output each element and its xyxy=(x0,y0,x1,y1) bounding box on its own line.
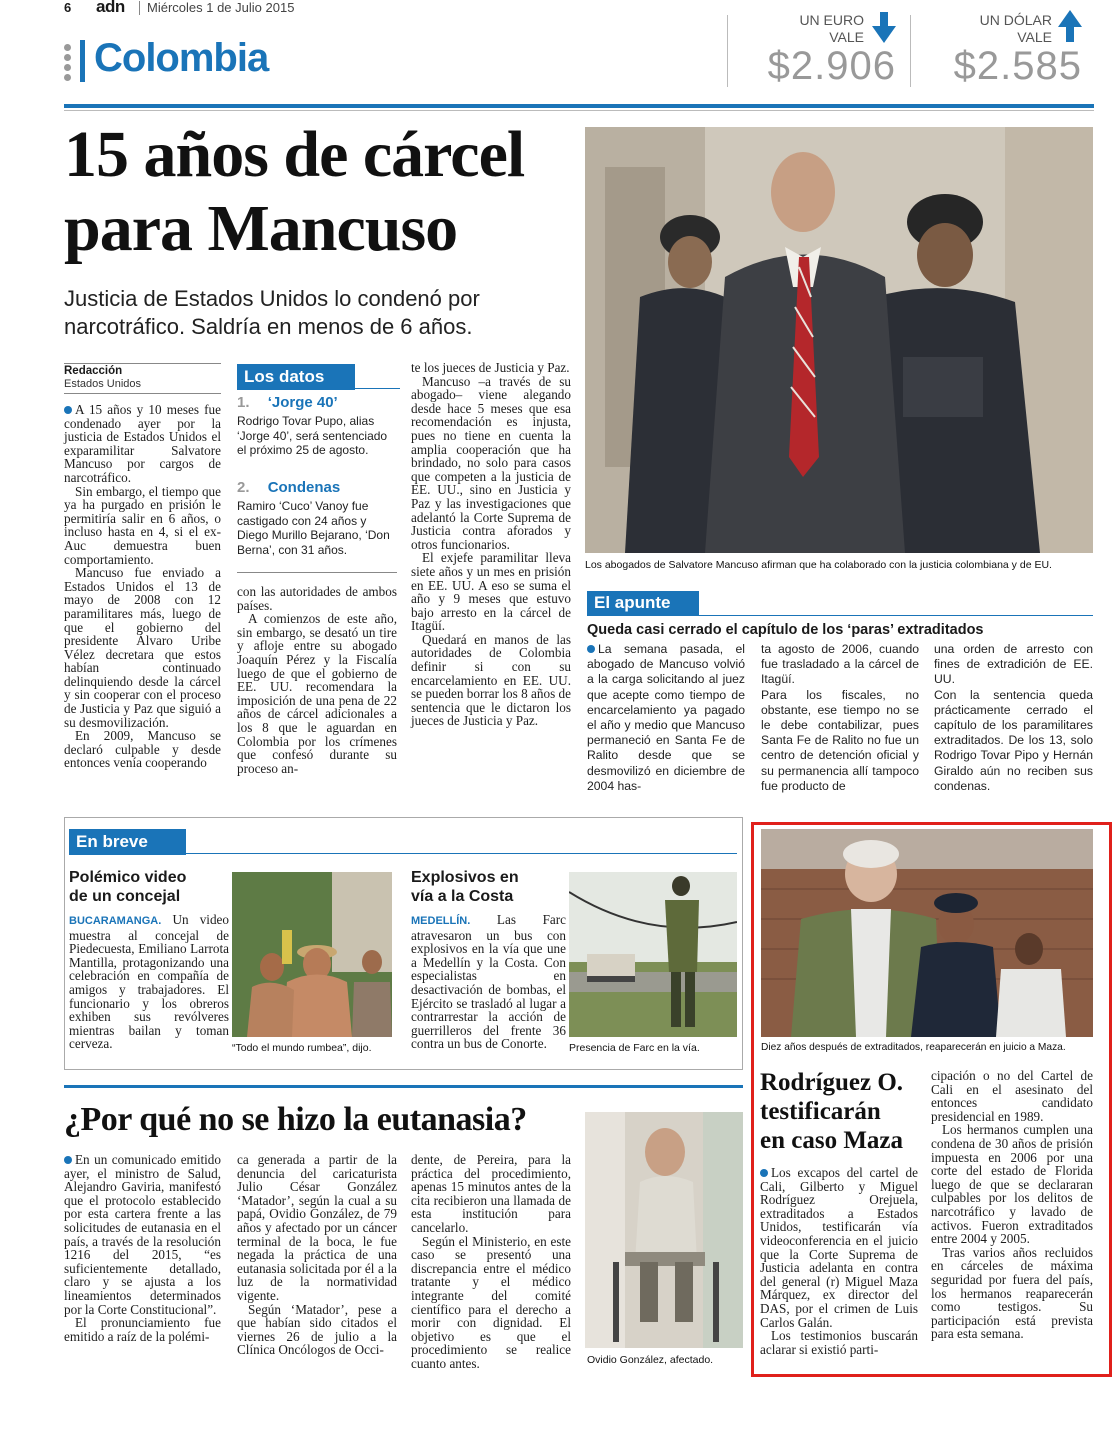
adn-logo: adn xyxy=(96,0,125,16)
los-datos-bottom-rule xyxy=(237,572,397,573)
farc-photo-caption: Presencia de Farc en la vía. xyxy=(569,1042,700,1054)
los-datos-item-1 xyxy=(237,394,397,458)
dollar-label: UN DÓLAR xyxy=(979,12,1052,28)
up-arrow-icon xyxy=(1058,10,1082,42)
main-story-col1 xyxy=(64,403,221,770)
los-datos-num: 1. xyxy=(237,394,250,411)
main-subhead-line2: narcotráfico. Saldría en menos de 6 años. xyxy=(64,314,473,339)
main-headline xyxy=(64,118,584,266)
bullet-icon xyxy=(760,1169,768,1177)
main-subhead xyxy=(64,285,584,341)
el-apunte-col3: una orden de arresto con fines de extradición de EE. UU. Con la sentencia queda prácticamente cerrado el capítulo de los paramilitares extraditados. De los 13, solo Rodrigo Tovar Pipo y Hernán Giraldo aún no reciben sus condenas. xyxy=(934,642,1093,793)
breve1-dateline: BUCARAMANGA. xyxy=(69,915,162,927)
paragraph: con las autoridades de ambos países. xyxy=(237,584,397,613)
main-headline-line2: para Mancuso xyxy=(64,192,458,265)
los-datos-item-2 xyxy=(237,479,397,557)
los-datos-title: ‘Jorge 40’ xyxy=(267,394,338,411)
farc-photo xyxy=(569,872,737,1037)
euro-box xyxy=(740,10,900,90)
section-title: Colombia xyxy=(94,36,269,80)
main-headline-line1: 15 años de cárcel xyxy=(64,118,525,191)
paragraph: Quedará en manos de las autoridades de Colombia definir si con su encarcelamiento en EE. UU. se pueden borrar los 8 años de sentencia que le dictaron los jueces de Justicia y Paz. xyxy=(411,631,571,729)
bullet-icon xyxy=(64,1156,72,1164)
concejal-photo-caption: “Todo el mundo rumbea”, dijo. xyxy=(232,1042,372,1054)
los-datos-text: Ramiro ‘Cuco’ Vanoy fue castigado con 24 años y Diego Murillo Bejarano, ‘Don Berna’, con 31 años. xyxy=(237,499,390,557)
dollar-label-vale: VALE xyxy=(1017,29,1052,45)
mancuso-photo xyxy=(585,127,1093,553)
euro-label: UN EURO xyxy=(799,12,864,28)
los-datos-text: Rodrigo Tovar Pupo, alias ‘Jorge 40’, será sentenciado el próximo 25 de agosto. xyxy=(237,414,388,457)
ovidio-photo xyxy=(585,1112,743,1348)
maza-headline: Rodríguez O. testificarán en caso Maza xyxy=(760,1069,904,1154)
paragraph: Sin embargo, el tiempo que ya ha purgado en prisión le permitiría salir en 6 años, o incluso hasta en 4, si el ex-Auc demuestra buen comportamiento. xyxy=(64,483,221,567)
main-story-col3 xyxy=(411,361,571,728)
byline-location: Estados Unidos xyxy=(64,378,142,390)
el-apunte-col2: ta agosto de 2006, cuando fue trasladado a la cárcel de Itagüí. Para los fiscales, no obstante, ese tiempo no se le debe contabilizar, pues Santa Fe de Ralito no fue un centro de detención oficial y su permanencia allí tampoco fue producto de xyxy=(761,642,919,793)
maza-photo xyxy=(761,829,1093,1037)
eutanasia-col2: ca generada a partir de la denuncia del caricaturista Julio César González ‘Matador’, según la cual a su papá, Ovidio González, de 79 años y afectado por un cáncer terminal de la boca, le fue negada la práctica de una eutanasia solicitada por él a la luz de la normatividad vigente. Según ‘Matador’, pese a que habían sido citados el viernes 26 de julio a la Clínica Oncólogos de Occi- xyxy=(237,1152,397,1358)
page-number: 6 xyxy=(64,0,72,15)
byline: Redacción xyxy=(64,365,123,377)
paragraph: El exjefe paramilitar lleva siete años y un mes en prisión en EE. UU. A eso se suma el año y 9 meses que estuvo bajo arresto en la cárcel de Itagüí. xyxy=(411,550,571,634)
ovidio-photo-caption: Ovidio González, afectado. xyxy=(587,1354,714,1366)
los-datos-rule xyxy=(355,388,400,389)
euro-label-vale: VALE xyxy=(829,29,864,45)
maza-photo-caption: Diez años después de extraditados, reaparecerán en juicio a Maza. xyxy=(761,1042,1066,1053)
section-dots-icon xyxy=(64,44,72,80)
bullet-icon xyxy=(587,645,595,653)
header-rule xyxy=(64,104,1094,108)
paragraph: Mancuso –a través de su abogado– viene alegando desde hace 5 meses que esa recomendación es injusta, pues no tiene en cuenta la amplia cooperación que ha brindado, no solo para casos que competen a la justicia de EE. UU., sino en Justicia y Paz y las investigaciones que adelantó la Corte Suprema de Justicia contra aforados y otros funcionarios. xyxy=(411,373,571,552)
section-bar xyxy=(80,40,85,82)
breve1-text: BUCARAMANGA. Un video muestra al concejal de Piedecuesta, Emiliano Larrota Mantilla, protagonizando una celebración en compañía de amigos y trabajadores. El funcionario y los obreros exhiben sus revólveres mientras bailan y toman cerveza. xyxy=(69,912,230,1052)
maza-col1: Los excapos del cartel de Cali, Gilberto y Miguel Rodríguez Orejuela, extraditados a Estados Unidos, testificarán vía videoconferencia en el juicio que la Corte Suprema de Justicia adelanta en contra del general (r) Miguel Maza Márquez, ex director del DAS, por el crimen de Luis Carlos Galán. Los testimonios buscarán aclarar si existió parti- xyxy=(760,1165,918,1357)
dollar-box xyxy=(920,10,1086,90)
en-breve-rule xyxy=(186,853,737,854)
los-datos-tab: Los datos xyxy=(237,364,355,390)
en-breve-tab: En breve xyxy=(69,829,186,855)
paragraph: A 15 años y 10 meses fue condenado ayer por la justicia de Estados Unidos el exparamilitar Salvatore Mancuso por cargos de narcotráfico. xyxy=(64,402,221,485)
el-apunte-headline: Queda casi cerrado el capítulo de los ‘paras’ extraditados xyxy=(587,622,984,638)
byline-rule-bottom xyxy=(64,393,221,394)
eutanasia-col3: dente, de Pereira, para la práctica del procedimiento, apenas 15 minutos antes de la cita recibieron una llamada de esta institución para cancelarlo. Según el Ministerio, en este caso se presentó una discrepancia entre el médico tratante y el médico integrante del comité científico para el derecho a morir con dignidad. El objetivo es que el procedimiento se realice cuanto antes. xyxy=(411,1152,571,1371)
breve2-headline: Explosivos en vía a la Costa xyxy=(411,869,519,905)
paragraph: A comienzos de este año, sin embargo, se desató un tire y afloje entre su abogado Joaquín Pérez y la Fiscalía luego de que el gobierno de EE. UU. recomendara la imposición de una pena de 22 años de cárcel adicionales a los 8 que le aguardan en Colombia por los crímenes que confesó durante su proceso an- xyxy=(237,611,397,776)
breve2-dateline: MEDELLÍN. xyxy=(411,915,471,927)
el-apunte-tab: El apunte xyxy=(587,591,699,616)
los-datos-num: 2. xyxy=(237,479,250,496)
paragraph: te los jueces de Justicia y Paz. xyxy=(411,360,570,375)
los-datos-title: Condenas xyxy=(267,479,341,496)
mancuso-photo-caption: Los abogados de Salvatore Mancuso afirman que ha colaborado con la justicia colombiana y de EU. xyxy=(585,559,1052,571)
maza-col2: cipación o no del Cartel de Cali en el asesinato del entonces candidato presidencial en 1989. Los hermanos cumplen una condena de 30 años de prisión impuesta en 2006 por una corte del estado de Florida luego de que se declararan culpables por los delitos de narcotráfico y lavado de activos. Fueron extraditados entre 2004 y 2005. Tras varios años recluidos en cárceles de máxima seguridad por fuera del país, los hermanos reaparecerán como testigos. Su participación está prevista para esta semana. xyxy=(931,1068,1093,1342)
header-rule-thin xyxy=(64,110,1094,111)
paragraph: En 2009, Mancuso se declaró culpable y desde entonces venía cooperando xyxy=(64,728,221,771)
dollar-value: $2.585 xyxy=(953,44,1082,88)
main-subhead-line1: Justicia de Estados Unidos lo condenó por xyxy=(64,286,480,311)
header-divider xyxy=(139,1,140,15)
euro-value: $2.906 xyxy=(767,44,896,88)
concejal-photo xyxy=(232,872,392,1037)
main-story-col2 xyxy=(237,585,397,775)
el-apunte-rule xyxy=(699,615,1093,616)
el-apunte-col1: La semana pasada, el abogado de Mancuso volvió a la carga solicitando al juez que acepte como tiempo de encarcelamiento ya pagado el año y medio que Mancuso permaneció en Santa Fe de Ralito desde que se desmovilizó en diciembre de 2004 has- xyxy=(587,642,745,793)
paragraph: Mancuso fue enviado a Estados Unidos el 13 de mayo de 2008 con 12 paramilitares más, luego de que el gobierno del presidente Álvaro Uribe Vélez decretara que estos habían continuado delinquiendo desde la cárcel y sin cooperar con el proceso de Justicia y Paz que siguió a su desmovilización. xyxy=(64,565,221,730)
currency-divider xyxy=(727,15,728,87)
breve2-text: MEDELLÍN. Las Farc atravesaron un bus con explosivos en la vía que une a Medellín y la Costa. Con especialistas en desactivación de bombas, el Ejército se trasladó al lugar a contrarrestar la acción de guerrilleros del frente 36 contra un bus de Conorte. xyxy=(411,912,566,1052)
currency-divider xyxy=(910,15,911,87)
eutanasia-col1: En un comunicado emitido ayer, el ministro de Salud, Alejandro Gaviria, manifestó que el protocolo establecido por esta cartera frente a las solicitudes de eutanasia en el país, a través de la resolución 1216 del 2015, “es suficientemente detallado, claro y se ajusta a los lineamientos determinados por la Corte Constitucional”. El pronunciamiento fue emitido a raíz de la polémi- xyxy=(64,1152,221,1344)
down-arrow-icon xyxy=(872,12,896,44)
eutanasia-top-rule xyxy=(64,1085,743,1088)
header-date: Miércoles 1 de Julio 2015 xyxy=(147,0,295,15)
breve1-headline: Polémico video de un concejal xyxy=(69,869,187,905)
bullet-icon xyxy=(64,406,72,414)
byline-rule xyxy=(64,363,221,364)
eutanasia-headline: ¿Por qué no se hizo la eutanasia? xyxy=(64,1101,527,1138)
